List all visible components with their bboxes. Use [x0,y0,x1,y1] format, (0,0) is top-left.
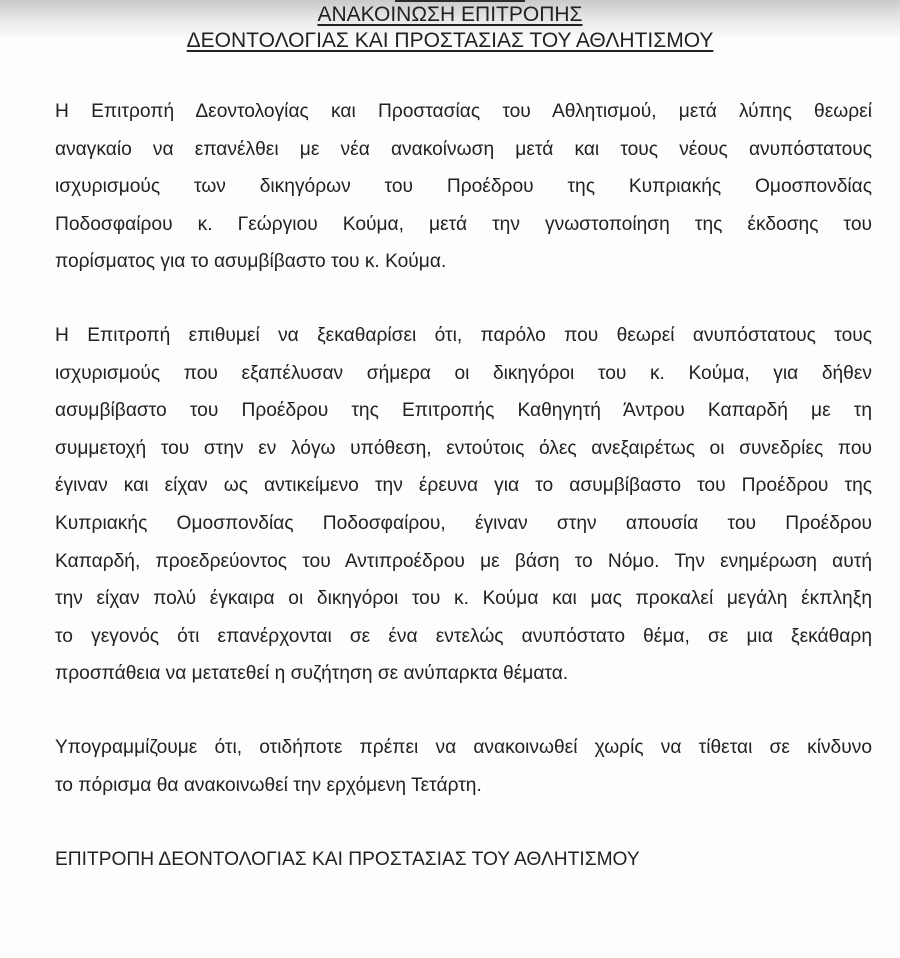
heading-line-1: ΑΝΑΚΟΙΝΩΣΗ ΕΠΙΤΡΟΠΗΣ [317,3,583,26]
paragraph-line: ισχυρισμούς των δικηγόρων του Προέδρου της Κυπριακής Ομοσπονδίας [55,176,872,198]
paragraph-line: ισχυρισμούς που εξαπέλυσαν σήμερα οι δικηγόροι του κ. Κούμα, για δήθεν [55,362,872,384]
document-heading [0,2,900,54]
paragraph-line: Η Επιτροπή Δεοντολογίας και Προστασίας του Αθλητισμού, μετά λύπης θεωρεί [55,101,872,122]
paragraph-line: προσπάθεια να μετατεθεί η συζήτηση σε ανύπαρκτα θέματα. [55,663,569,685]
heading-line-2: ΔΕΟΝΤΟΛΟΓΙΑΣ ΚΑΙ ΠΡΟΣΤΑΣΙΑΣ ΤΟΥ ΑΘΛΗΤΙΣΜΟΥ [186,29,714,52]
paragraph-line: Η Επιτροπή επιθυμεί να ξεκαθαρίσει ότι, παρόλο που θεωρεί ανυπόστατους τους [55,325,872,346]
paragraph-line: πορίσματος για το ασυμβίβαστο του κ. Κούμα. [55,251,447,273]
paragraph-line: το γεγονός ότι επανέρχονται σε ένα εντελώς ανυπόστατο θέμα, σε μια ξεκάθαρη [55,625,872,647]
paragraph-line: το πόρισμα θα ανακοινωθεί την ερχόμενη Τετάρτη. [55,774,482,796]
paragraph-line: έγιναν και είχαν ως αντικείμενο την έρευνα για το ασυμβίβαστο του Προέδρου της [55,475,872,497]
paragraph-line: συμμετοχή του στην εν λόγω υπόθεση, εντούτοις όλες ανεξαιρέτως οι συνεδρίες που [55,437,872,459]
paragraph-line: Κυπριακής Ομοσπονδίας Ποδοσφαίρου, έγιναν στην απουσία του Προέδρου [55,512,872,534]
paragraph-2 [55,317,872,693]
paragraph-line: ασυμβίβαστο του Προέδρου της Επιτροπής Καθηγητή Άντρου Καπαρδή με τη [55,400,872,422]
paragraph-line: Καπαρδή, προεδρεύοντος του Αντιπροέδρου με βάση το Νόμο. Την ενημέρωση αυτή [55,550,872,572]
paragraph-line: αναγκαίο να επανέλθει με νέα ανακοίνωση μετά και τους νέους ανυπόστατους [55,138,872,160]
paragraph-line: την είχαν πολύ έγκαιρα οι δικηγόροι του κ. Κούμα και μας προκαλεί μεγάλη έκπληξη [55,588,872,610]
paragraph-line: Ποδοσφαίρου κ. Γεώργιου Κούμα, μετά την γνωστοποίηση της έκδοσης του [55,213,872,235]
paragraph-1 [55,93,872,281]
signature-committee-name: ΕΠΙΤΡΟΠΗ ΔΕΟΝΤΟΛΟΓΙΑΣ ΚΑΙ ΠΡΟΣΤΑΣΙΑΣ ΤΟΥ ΑΘΛΗΤΙΣΜΟΥ [55,849,640,870]
paragraph-3 [55,729,872,804]
paragraph-line: Υπογραμμίζουμε ότι, οτιδήποτε πρέπει να ανακοινωθεί χωρίς να τίθεται σε κίνδυνο [55,737,872,758]
